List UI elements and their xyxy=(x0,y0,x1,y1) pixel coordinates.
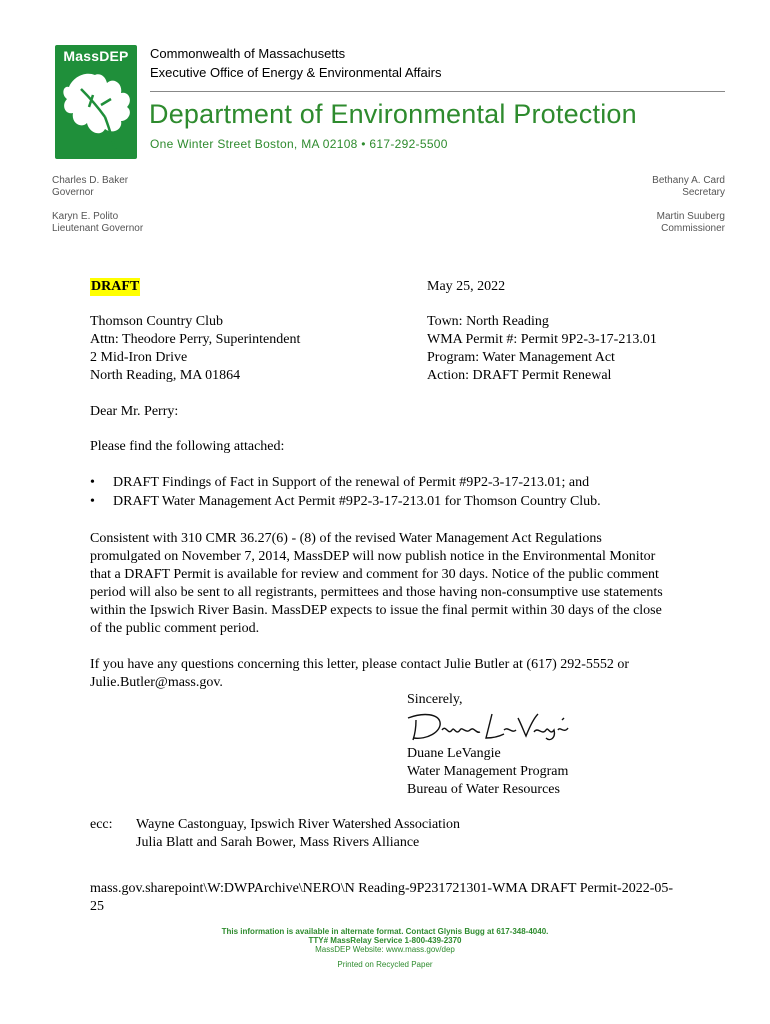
bullet-icon: • xyxy=(90,494,95,509)
logo-wordmark: MassDEP xyxy=(63,48,129,64)
signer-name: Duane LeVangie xyxy=(407,746,501,761)
paragraph-line: period will also be sent to all registrants, permittees and those having non-consumptive use statements xyxy=(90,585,663,600)
secretary-block xyxy=(652,175,725,199)
governor-title: Governor xyxy=(52,187,94,198)
secretary-name: Bethany A. Card xyxy=(652,175,725,186)
commissioner-title: Commissioner xyxy=(661,223,725,234)
commissioner-name: Martin Suuberg xyxy=(656,211,725,222)
agency-line-1: Commonwealth of Massachusetts xyxy=(150,46,346,61)
recipient-address xyxy=(90,313,300,385)
ecc-recipient: Wayne Castonguay, Ipswich River Watershed Association xyxy=(136,817,460,832)
ecc-list xyxy=(136,816,460,852)
recipient-line: Attn: Theodore Perry, Superintendent xyxy=(90,332,301,347)
file-path xyxy=(90,880,673,916)
closing: Sincerely, xyxy=(407,692,463,707)
attachment-list xyxy=(0,474,770,514)
file-path-line: 25 xyxy=(90,899,104,914)
lt-governor-block xyxy=(52,211,143,235)
list-item: DRAFT Water Management Act Permit #9P2-3-17-213.01 for Thomson Country Club. xyxy=(113,494,601,509)
agency-line-2: Executive Office of Energy & Environmental Affairs xyxy=(150,65,442,80)
footer-tty: TTY# MassRelay Service 1-800-439-2370 xyxy=(308,936,462,945)
letter-date: May 25, 2022 xyxy=(427,279,506,294)
file-path-line: mass.gov.sharepoint\W:DWPArchive\NERO\N Reading-9P231721301-WMA DRAFT Permit-2022-05- xyxy=(90,881,674,896)
detail-line: Program: Water Management Act xyxy=(427,350,615,365)
lt-governor-title: Lieutenant Governor xyxy=(52,223,144,234)
governor-name: Charles D. Baker xyxy=(52,175,129,186)
signature-image xyxy=(404,708,574,744)
bullet-icon: • xyxy=(90,475,95,490)
recipient-line: 2 Mid-Iron Drive xyxy=(90,350,188,365)
intro-line: Please find the following attached: xyxy=(90,439,285,454)
recipient-line: North Reading, MA 01864 xyxy=(90,368,241,383)
signer-block xyxy=(407,745,568,799)
paragraph-line: Julie.Butler@mass.gov. xyxy=(90,675,223,690)
paragraph-line: promulgated on November 7, 2014, MassDEP will now publish notice in the Environmental Monitor xyxy=(90,549,656,564)
header-divider xyxy=(150,91,725,92)
paragraph-line: Consistent with 310 CMR 36.27(6) - (8) of the revised Water Management Act Regulations xyxy=(90,531,602,546)
signer-bureau: Bureau of Water Resources xyxy=(407,782,560,797)
recipient-line: Thomson Country Club xyxy=(90,314,224,329)
footer-alternate-format: This information is available in alternate format. Contact Glynis Bugg at 617-348-4040. xyxy=(221,927,549,936)
salutation: Dear Mr. Perry: xyxy=(90,404,179,419)
signer-department: Water Management Program xyxy=(407,764,569,779)
ecc-label: ecc: xyxy=(90,817,113,832)
detail-line: Action: DRAFT Permit Renewal xyxy=(427,368,612,383)
detail-line: Town: North Reading xyxy=(427,314,549,329)
footer-recycled: Printed on Recycled Paper xyxy=(337,960,433,969)
paragraph-line: If you have any questions concerning this letter, please contact Julie Butler at (617) 292-5552 or xyxy=(90,657,630,672)
permit-details xyxy=(427,313,657,385)
footer-website: MassDEP Website: www.mass.gov/dep xyxy=(315,945,455,954)
draft-label: DRAFT xyxy=(91,279,140,294)
department-title: Department of Environmental Protection xyxy=(149,99,637,129)
detail-line: WMA Permit #: Permit 9P2-3-17-213.01 xyxy=(427,332,657,347)
paragraph-line: that a DRAFT Permit is available for review and comment for 30 days. Notice of the public comment xyxy=(90,567,659,582)
paragraph-line: of the public comment period. xyxy=(90,621,260,636)
ecc-recipient: Julia Blatt and Sarah Bower, Mass Rivers Alliance xyxy=(136,835,420,850)
lt-governor-name: Karyn E. Polito xyxy=(52,211,119,222)
paragraph-contact xyxy=(90,656,629,692)
paragraph-line: within the Ipswich River Basin. MassDEP expects to issue the final permit within 30 days of the close xyxy=(90,603,662,618)
list-item: DRAFT Findings of Fact in Support of the renewal of Permit #9P2-3-17-213.01; and xyxy=(113,475,590,490)
commissioner-block xyxy=(657,211,725,235)
footer xyxy=(0,927,770,969)
department-address: One Winter Street Boston, MA 02108 • 617-292-5500 xyxy=(150,137,448,151)
secretary-title: Secretary xyxy=(682,187,725,198)
paragraph-notice xyxy=(90,530,663,638)
governor-block xyxy=(52,175,128,199)
